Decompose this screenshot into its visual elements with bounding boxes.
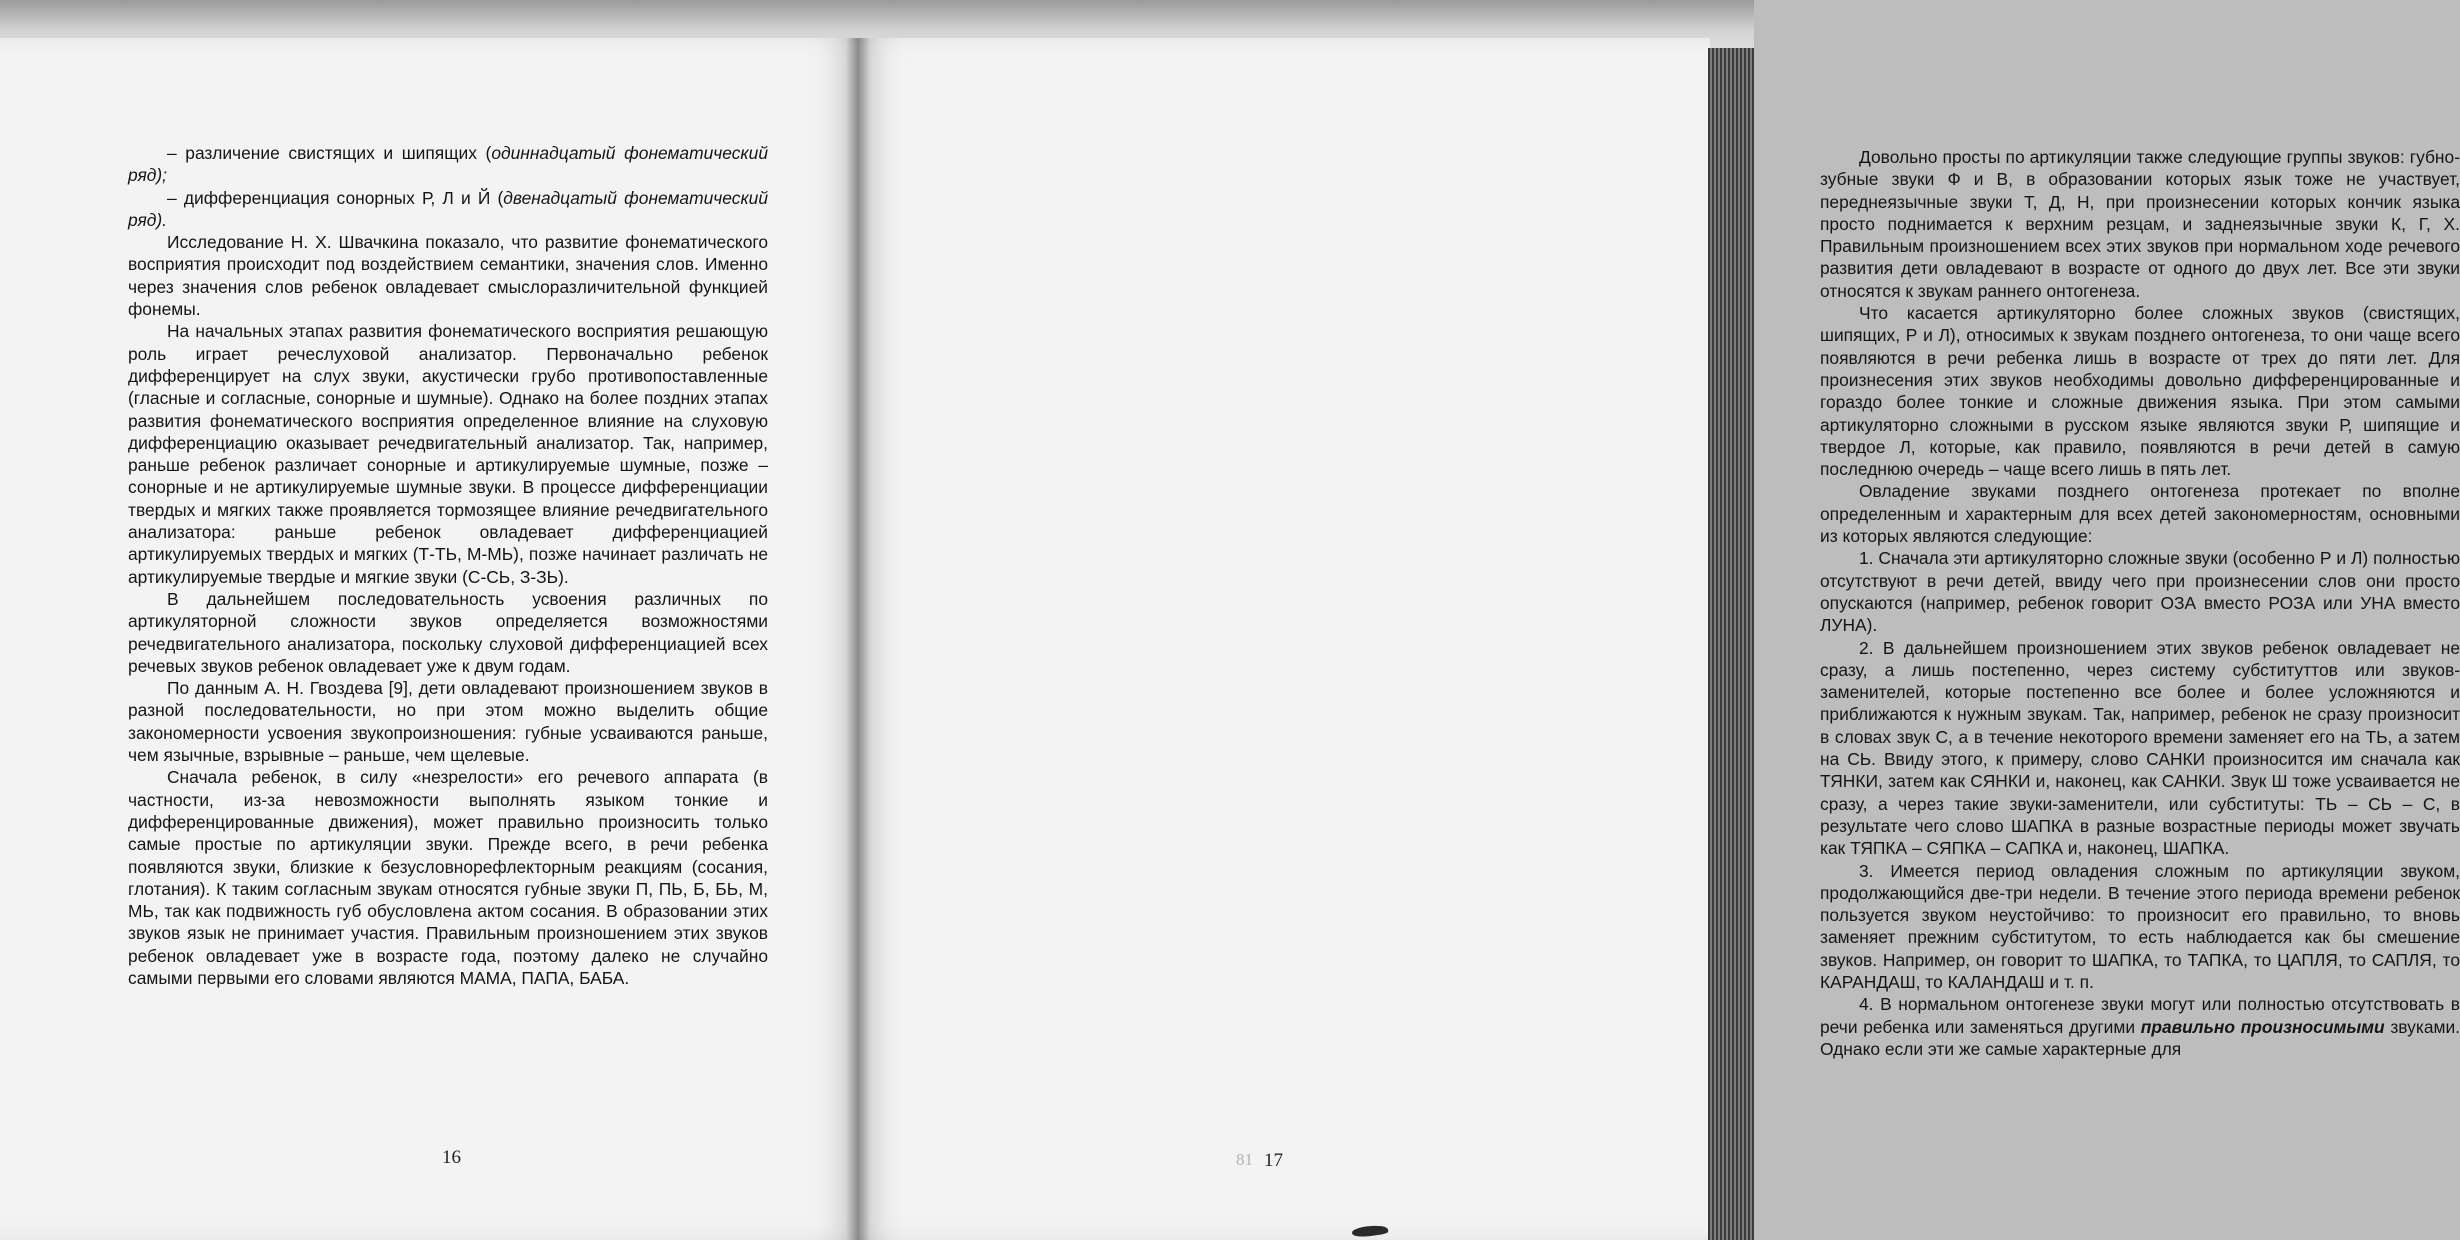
paragraph — [1820, 146, 2460, 302]
text-run: В дальнейшем последовательность усвоения различных по артикуляторной сложности звуков определяется возможностями речедвигательного анализатора, поскольку слуховой дифференциацией всех речевых звуков ребенок овладевает уже к двум годам. — [128, 588, 768, 676]
text-run: Исследование Н. Х. Швачкина показало, что развитие фонематического восприятия происходит под воздействием семантики, значения слов. Именно через значения слов ребенок овладевает смыслоразличительной функцией фонемы. — [128, 232, 768, 320]
paragraph — [128, 231, 768, 320]
paragraph — [128, 320, 768, 588]
text-run: 4. В нормальном онтогенезе звуки могут или полностью отсутствовать в речи ребенка или заменяться другими — [1820, 994, 2460, 1037]
paragraph — [128, 142, 768, 187]
paragraph — [128, 677, 768, 766]
text-run: 2. В дальнейшем произношением этих звуков ребенок овладевает не сразу, а лишь постепенно, через систему субституттов или звуков-заменителей, которые постепенно все более и более усложняются и приближаются к нужным звукам. Так, например, ребенок не сразу произносит в словах звук С, а в течение некоторого времени заменяет его на ТЬ, а затем на СЬ. Ввиду этого, к примеру, слово САНКИ произносится им сначала как ТЯНКИ, затем как СЯНКИ и, наконец, как САНКИ. Звук Ш тоже усваивается не сразу, а через такие звуки-заменители, или субституты: ТЬ – СЬ – С, в результате чего слово ШАПКА в разные возрастные периоды может звучать как ТЯПКА – СЯПКА – САПКА и, наконец, ШАПКА. — [1820, 637, 2460, 859]
text-run: На начальных этапах развития фонематического восприятия решающую роль играет речеслуховой анализатор. Первоначально ребенок дифференцирует на слух звуки, акустически грубо противопоставленные (гласные и согласные, сонорные и шумные). Однако на более поздних этапах развития фонематического восприятия определенное влияние на слуховую дифференциацию оказывает речедвигательный анализатор. Так, например, раньше ребенок различает сонорные и артикулируемые шумные, позже – сонорные и не артикулируемые шумные звуки. В процессе дифференциации твердых и мягких также проявляется тормозящее влияние речедвигательного анализатора: раньше ребенок овладевает дифференциацией артикулируемых твердых и мягких (Т-ТЬ, М-МЬ), позже начинает различать не артикулируемые твердые и мягкие звуки (С-СЬ, З-ЗЬ). — [128, 321, 768, 587]
paragraph — [1820, 637, 2460, 860]
book-gutter — [846, 38, 870, 1240]
text-run: 1. Сначала эти артикуляторно сложные звуки (особенно Р и Л) полностью отсутствуют в речи детей, ввиду чего при произнесении слов они просто опускаются (например, ребенок говорит ОЗА вместо РОЗА или УНА вместо ЛУНА). — [1820, 548, 2460, 636]
paragraph — [1820, 860, 2460, 994]
right-page-number: 17 — [1264, 1150, 1283, 1171]
text-run: Довольно просты по артикуляции также следующие группы звуков: губно-зубные звуки Ф и В, в образовании которых язык тоже не участвует, переднеязычные звуки Т, Д, Н, при произнесении которых кончик языка просто поднимается к верхним резцам, и заднеязычные звуки К, Г, Х. Правильным произношением всех этих звуков при нормальном ходе речевого развития дети овладевают в возрасте от одного до двух лет. Все эти звуки относятся к звукам раннего онтогенеза. — [1820, 147, 2460, 301]
text-run: Сначала ребенок, в силу «незрелости» его речевого аппарата (в частности, из-за невозможности выполнять языком тонкие и дифференцированные движения), может правильно произносить только самые простые по артикуляции звуки. Прежде всего, в речи ребенка появляются звуки, близкие к безусловнорефлекторным реакциям (сосания, глотания). К таким согласным звукам относятся губные звуки П, ПЬ, Б, БЬ, М, МЬ, так как подвижность губ обусловлена актом сосания. В образовании этих звуков язык не принимает участия. Правильным произношением этих звуков ребенок овладевает уже в возрасте года, поэтому далеко не случайно самыми первыми его словами являются МАМА, ПАПА, БАБА. — [128, 767, 768, 988]
text-run: – дифференциация сонорных Р, Л и Й ( — [167, 187, 504, 208]
text-run: двенадцатый фонематический ряд). — [128, 187, 768, 230]
text-run: Овладение звуками позднего онтогенеза протекает по вполне определенным и характерным для всех детей закономерностям, основными из которых являются следующие: — [1820, 481, 2460, 547]
right-page-text — [1820, 146, 2460, 1060]
text-run: одиннадцатый фонематический ряд); — [128, 143, 768, 186]
left-page — [0, 38, 858, 1240]
paragraph — [128, 187, 768, 232]
ghost-page-mark: 81 — [1236, 1150, 1253, 1169]
paragraph — [1820, 993, 2460, 1060]
text-run: 3. Имеется период овладения сложным по артикуляции звуком, продолжающийся две-три недели. В течение этого периода времени ребенок пользуется звуком неустойчиво: то произносит его правильно, то вновь заменяет прежним субститутом, то есть наблюдается как бы смешение звуков. Например, он говорит то ШАПКА, то ТАПКА, то ЦАПЛЯ, то САПЛЯ, то КАРАНДАШ, то КАЛАНДАШ и т. п. — [1820, 860, 2460, 992]
left-page-number: 16 — [442, 1147, 461, 1168]
paragraph — [1820, 302, 2460, 480]
text-run: Что касается артикуляторно более сложных звуков (свистящих, шипящих, Р и Л), относимых к звукам позднего онтогенеза, то они чаще всего появляются в речи ребенка лишь в возрасте от трех до пяти лет. Для произнесения этих звуков необходимы довольно дифференцированные и гораздо более тонкие и сложные движения языка. При этом самыми артикуляторно сложными в русском языке являются звуки Р, шипящие и твердое Л, которые, как правило, появляются в речи детей в самую последнюю очередь – чаще всего лишь в пять лет. — [1820, 303, 2460, 480]
paragraph — [128, 766, 768, 989]
page-edges — [1708, 48, 1754, 1240]
left-page-text — [128, 142, 768, 989]
paragraph — [1820, 480, 2460, 547]
paragraph — [1820, 547, 2460, 636]
text-run: звуками. Однако если эти же самые характерные для — [1820, 1016, 2460, 1059]
text-run: правильно произносимыми — [2140, 1016, 2385, 1037]
open-book — [0, 38, 2460, 1240]
right-page — [858, 38, 2460, 1240]
paragraph — [128, 588, 768, 677]
text-run: – различение свистящих и шипящих ( — [167, 143, 492, 163]
text-run: По данным А. Н. Гвоздева [9], дети овладевают произношением звуков в разной последовательности, но при этом можно выделить общие закономерности усвоения звукопроизношения: губные усваиваются раньше, чем язычные, взрывные – раньше, чем щелевые. — [128, 678, 768, 766]
